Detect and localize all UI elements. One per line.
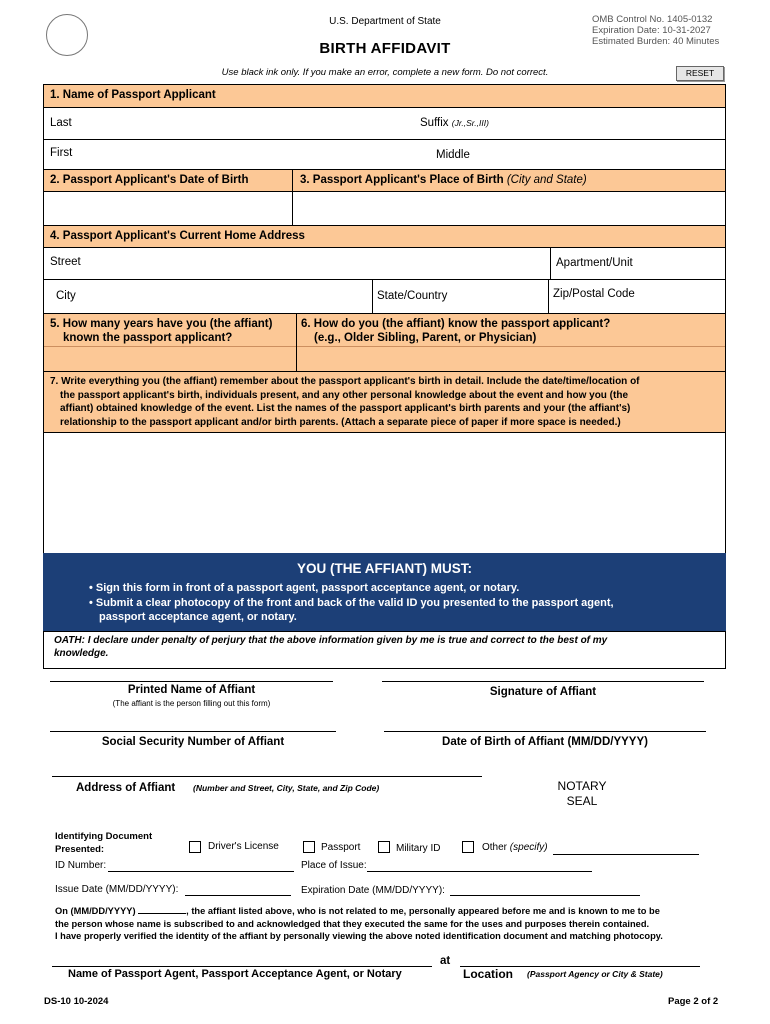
signature-line: [382, 681, 704, 682]
ink-instructions: Use black ink only. If you make an error, complete a new form. Do not correct.: [221, 67, 549, 78]
must-bullet-1: • Sign this form in front of a passport agent, passport acceptance agent, or notary.: [89, 582, 520, 594]
signature-input[interactable]: [382, 668, 704, 681]
oath-statement: OATH: I declare under penalty of perjury that the above information given by me is true and correct to the best of my knowledge.: [43, 631, 726, 669]
passport-checkbox[interactable]: [303, 841, 315, 853]
birth-details-input[interactable]: [44, 432, 725, 553]
city-label: City: [56, 290, 76, 302]
form-number: DS-10 10-2024: [44, 996, 109, 1007]
issue-date-line: [185, 895, 291, 896]
agent-name-line: [52, 966, 432, 967]
sec1-header-row: [44, 85, 725, 107]
other-specify-line: [553, 854, 699, 855]
sec1-header: 1. Name of Passport Applicant: [50, 89, 216, 101]
page-number: Page 2 of 2: [668, 996, 719, 1007]
years-known-input[interactable]: [44, 347, 296, 371]
street-label: Street: [50, 256, 81, 268]
suffix-label: Suffix (Jr.,Sr.,III): [420, 117, 489, 129]
sec3-header: 3. Passport Applicant's Place of Birth (City and State): [300, 174, 587, 186]
attestation-text: On (MM/DD/YYYY) , the affiant listed above, who is not related to me, personally appeared before me and is known to me to be the person whose name is subscribed to and acknowledged that they executed the same for the uses and purposes therein contained. I have properly verified the identity of the affiant by personally viewing the above noted identification document and matching photocopy.: [55, 906, 663, 941]
affiant-address-line: [52, 776, 482, 777]
passport-label: Passport: [321, 842, 361, 853]
zip-input[interactable]: [550, 280, 724, 313]
affiant-dob-line: [384, 731, 706, 732]
apartment-divider: [550, 247, 551, 279]
suffix-input[interactable]: [500, 108, 724, 139]
first-label: First: [50, 147, 73, 159]
expiration-date-label: Expiration Date (MM/DD/YYYY):: [301, 885, 445, 896]
sec5-6-divider: [296, 313, 297, 371]
affiant-dob-input[interactable]: [384, 716, 706, 731]
omb-burden: Estimated Burden: 40 Minutes: [592, 36, 720, 47]
printed-name-input[interactable]: [50, 668, 333, 681]
place-of-issue-label: Place of Issue:: [301, 860, 367, 871]
must-bullet-2-cont: passport acceptance agent, or notary.: [99, 611, 297, 623]
issue-date-input[interactable]: [185, 883, 291, 895]
ssn-input[interactable]: [50, 716, 336, 731]
middle-label: Middle: [436, 149, 470, 161]
state-divider: [372, 279, 373, 313]
drivers-license-checkbox[interactable]: [189, 841, 201, 853]
ssn-line: [50, 731, 336, 732]
apartment-input[interactable]: [552, 248, 724, 279]
affiant-must-header: YOU (THE AFFIANT) MUST:: [297, 561, 472, 576]
expiration-date-input[interactable]: [450, 883, 640, 895]
military-id-checkbox[interactable]: [378, 841, 390, 853]
seal-label: SEAL: [566, 794, 598, 808]
sec2-3-header-row: [44, 169, 725, 191]
first-name-input[interactable]: [44, 140, 384, 169]
agent-name-label: Name of Passport Agent, Passport Acceptance Agent, or Notary: [68, 968, 402, 980]
omb-expiration: Expiration Date: 10-31-2027: [592, 25, 711, 36]
street-input[interactable]: [44, 248, 550, 279]
sec5-header: 5. How many years have you (the affiant) known the passport applicant?: [50, 318, 273, 344]
other-checkbox[interactable]: [462, 841, 474, 853]
location-hint: (Passport Agency or City & State): [527, 969, 663, 979]
relationship-input[interactable]: [298, 347, 724, 371]
printed-name-line: [50, 681, 333, 682]
middle-name-input[interactable]: [480, 140, 724, 169]
last-label: Last: [50, 117, 72, 129]
sec2-3-divider: [292, 169, 293, 225]
printed-name-hint: (The affiant is the person filling out this form): [112, 699, 271, 708]
omb-control: OMB Control No. 1405-0132: [592, 14, 713, 25]
agent-name-input[interactable]: [52, 952, 432, 966]
sec6-header: 6. How do you (the affiant) know the passport applicant? (e.g., Older Sibling, Parent, or Physician): [301, 318, 611, 344]
form-title: BIRTH AFFIDAVIT: [319, 40, 451, 57]
must-bullet-2: • Submit a clear photocopy of the front and back of the valid ID you presented to the passport agent,: [89, 597, 614, 609]
suffix-hint: (Jr.,Sr.,III): [451, 118, 489, 128]
notary-seal-area: [530, 779, 634, 809]
signature-label: Signature of Affiant: [489, 686, 597, 698]
state-label: State/Country: [377, 290, 448, 302]
affiant-must-box: [43, 553, 726, 632]
military-id-label: Military ID: [396, 843, 441, 854]
location-input[interactable]: [460, 952, 700, 966]
notary-label: NOTARY: [557, 779, 607, 793]
sec4-header-row: [44, 225, 725, 247]
drivers-license-label: Driver's License: [208, 841, 279, 852]
dob-input[interactable]: [44, 192, 292, 225]
expiration-date-line: [450, 895, 640, 896]
last-name-input[interactable]: [44, 108, 374, 139]
place-of-birth-input[interactable]: [294, 192, 724, 225]
place-of-issue-input[interactable]: [367, 859, 592, 871]
apartment-label: Apartment/Unit: [556, 257, 633, 269]
sec4-header: 4. Passport Applicant's Current Home Address: [50, 230, 305, 242]
printed-name-label: Printed Name of Affiant: [127, 684, 256, 696]
attest-date-input[interactable]: [138, 904, 186, 914]
other-specify-input[interactable]: [553, 842, 699, 854]
issue-date-label: Issue Date (MM/DD/YYYY):: [55, 884, 179, 895]
other-hint: (specify): [509, 842, 548, 853]
city-input[interactable]: [44, 280, 372, 313]
ssn-label: Social Security Number of Affiant: [101, 736, 285, 748]
affiant-address-input[interactable]: [52, 760, 482, 776]
id-number-input[interactable]: [108, 859, 294, 871]
state-input[interactable]: [374, 280, 548, 313]
omb-info: [592, 14, 719, 47]
at-label: at: [440, 955, 451, 967]
id-number-line: [108, 871, 294, 872]
sec2-header: 2. Passport Applicant's Date of Birth: [50, 174, 249, 186]
sec7-instructions: 7. Write everything you (the affiant) remember about the passport applicant's birth in detail. Include the date/time/location of the passport applicant's birth, individuals present, and any other personal knowledge about the event and how you (the affiant) obtained knowledge of the event. List the names of the passport applicant's birth parents and your (the affiant's) relationship to the passport applicant and/or birth parents. (Attach a separate piece of paper if more space is needed.): [50, 376, 640, 428]
affiant-address-hint: (Number and Street, City, State, and Zip Code): [193, 783, 380, 793]
reset-button[interactable]: RESET: [676, 66, 724, 81]
id-document-label: Identifying Document Presented:: [55, 831, 153, 855]
department-name: U.S. Department of State: [329, 16, 441, 27]
sec3-hint: (City and State): [506, 174, 587, 186]
place-of-issue-line: [367, 871, 592, 872]
affiant-dob-label: Date of Birth of Affiant (MM/DD/YYYY): [442, 736, 648, 748]
affiant-address-label: Address of Affiant: [76, 782, 176, 794]
other-label: Other (specify): [482, 842, 548, 853]
location-label: Location: [463, 967, 513, 981]
zip-divider: [548, 279, 549, 313]
zip-label: Zip/Postal Code: [553, 288, 635, 300]
id-number-label: ID Number:: [55, 860, 107, 871]
sec7-header-block: [44, 371, 725, 432]
